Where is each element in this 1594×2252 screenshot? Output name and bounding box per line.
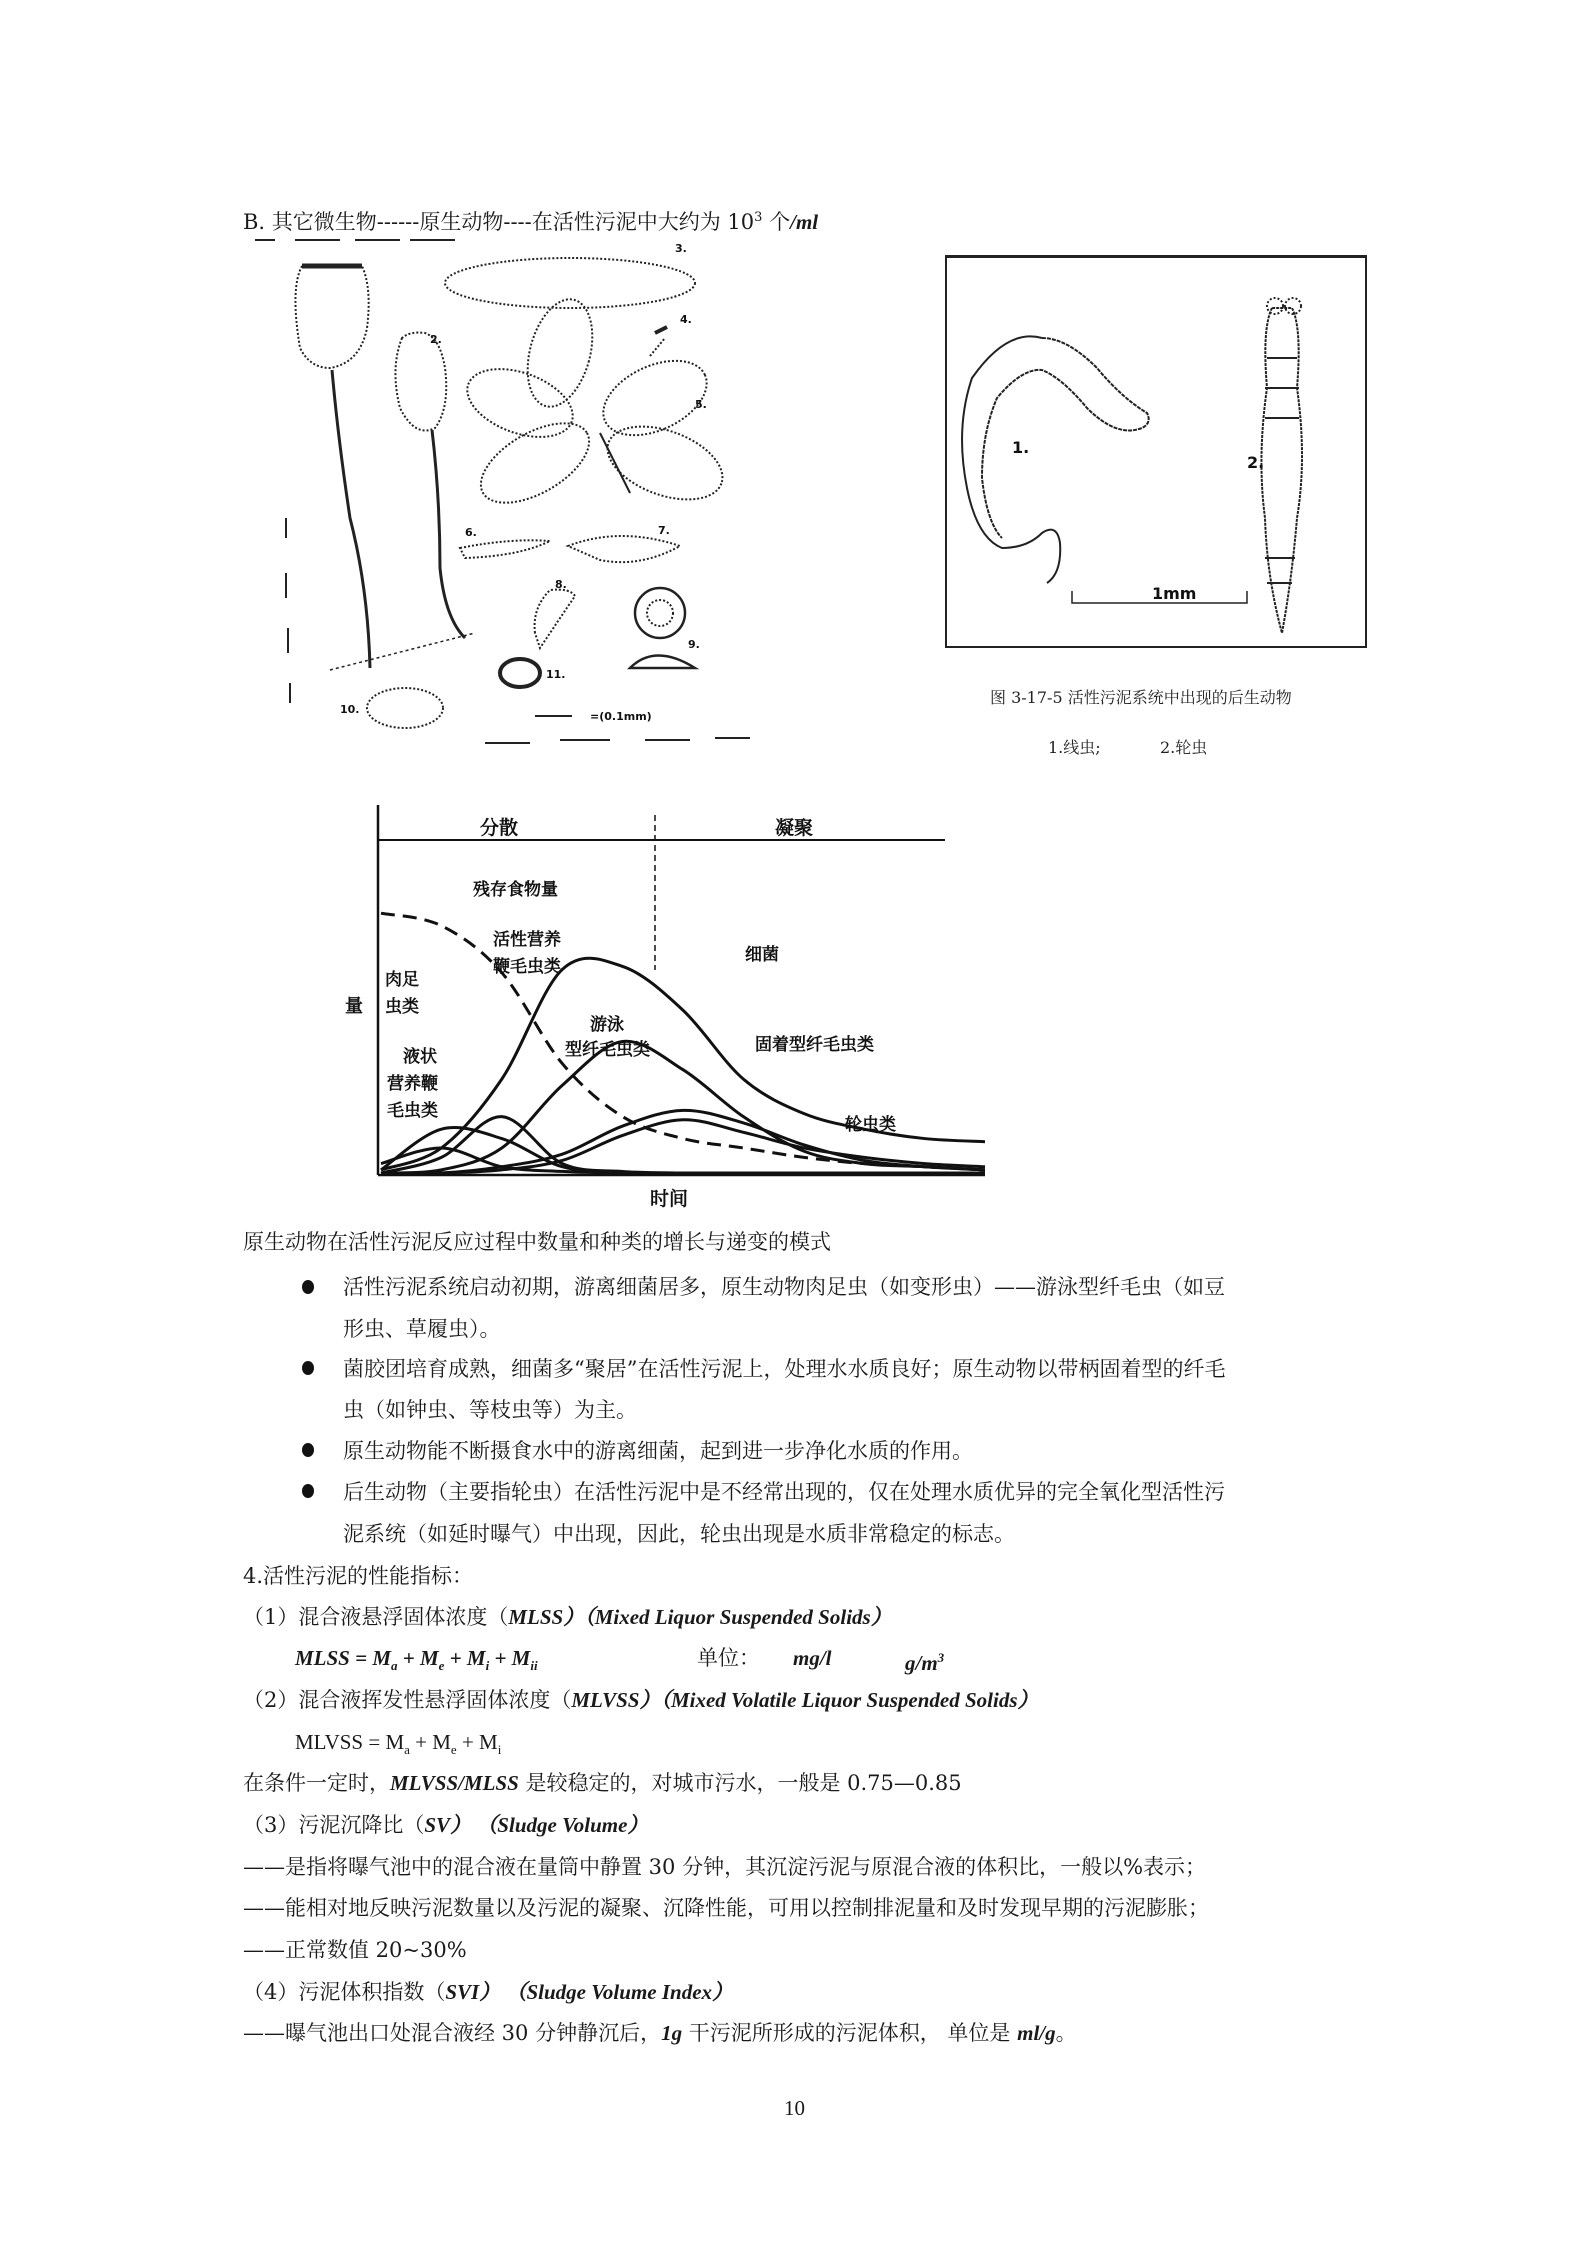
organism-5 xyxy=(517,292,603,414)
label-11: 11. xyxy=(546,668,566,681)
sv-line-2: ——能相对地反映污泥数量以及污泥的凝聚、沉降性能，可用以控制排泥量和及时发现早期的污泥膨胀； xyxy=(243,1896,1209,1920)
series-label-swim-2: 型纤毛虫类 xyxy=(565,1040,650,1060)
series-label-sessile: 固着型纤毛虫类 xyxy=(755,1035,874,1055)
svi-1g: 1g xyxy=(661,2021,683,2045)
series-label-sarcodina-2: 虫类 xyxy=(385,997,419,1017)
formula-sub: e xyxy=(438,1658,445,1674)
bullet-2-line-1: 菌胶团培育成熟，细菌多“聚居”在活性污泥上，处理水水质良好；原生动物以带柄固着型的纤毛 xyxy=(343,1357,1226,1381)
rotifer-body xyxy=(1261,308,1302,633)
header-exponent: 3 xyxy=(754,210,763,225)
section-4-title: 4.活性污泥的性能指标： xyxy=(243,1564,474,1588)
mlvss-heading-en: ）（Mixed Volatile Liquor Suspended Solids） xyxy=(639,1688,1039,1712)
sv-heading-cn: （3）污泥沉降比（ xyxy=(243,1813,425,1837)
succession-chart xyxy=(345,800,1025,1220)
mlvss-formula xyxy=(295,1728,501,1764)
metazoa-legend-1: 1.线虫; xyxy=(1048,738,1101,757)
svi-line xyxy=(243,2019,1077,2047)
mlss-formula xyxy=(295,1644,538,1680)
svi-unit: ml/g xyxy=(1017,2021,1056,2045)
unit-label: 单位： xyxy=(697,1646,760,1670)
protozoa-drawing xyxy=(250,238,770,768)
formula-sub: e xyxy=(450,1742,457,1758)
formula-term: MLSS = M xyxy=(295,1646,391,1670)
series-label-bacteria: 细菌 xyxy=(745,945,779,965)
organism-1 xyxy=(295,266,368,368)
label-10: 10. xyxy=(340,703,360,716)
formula-sub: ii xyxy=(530,1658,538,1674)
phase-flocculate: 凝聚 xyxy=(775,817,814,839)
formula-sub: a xyxy=(404,1742,410,1758)
nematode-body xyxy=(962,336,1060,583)
page-number: 10 xyxy=(784,2096,805,2120)
protozoa-illustration xyxy=(250,238,770,768)
formula-term: + M xyxy=(489,1646,531,1670)
section-header xyxy=(243,204,818,236)
sv-heading-en: ） （Sludge Volume） xyxy=(450,1813,649,1837)
unit-exponent: 3 xyxy=(937,1650,945,1665)
organism-6 xyxy=(460,540,550,558)
series-label-swim-1: 游泳 xyxy=(590,1015,624,1035)
unit-g-per-m: g/m xyxy=(905,1651,938,1675)
label-9: 9. xyxy=(688,638,700,651)
series-label-flag-liquid-3: 毛虫类 xyxy=(387,1101,438,1121)
metazoa-drawing xyxy=(947,258,1365,646)
organism-9 xyxy=(635,588,685,638)
ratio-abbr: MLVSS/MLSS xyxy=(390,1771,519,1795)
bullet-1-line-1: 活性污泥系统启动初期，游离细菌居多，原生动物肉足虫（如变形虫）——游泳型纤毛虫（如豆 xyxy=(343,1275,1225,1299)
ratio-line xyxy=(243,1769,962,1797)
label-4: 4. xyxy=(680,313,692,326)
bullet-4-line-2: 泥系统（如延时曝气）中出现，因此，轮虫出现是水质非常稳定的标志。 xyxy=(343,1522,1015,1546)
scale-label: =(0.1mm) xyxy=(590,710,652,723)
ratio-post: 是较稳定的，对城市污水，一般是 0.75—0.85 xyxy=(518,1771,962,1795)
bullet-dot xyxy=(302,1280,314,1294)
series-label-flag-active-1: 活性营养 xyxy=(493,930,561,950)
chart-caption: 原生动物在活性污泥反应过程中数量和种类的增长与递变的模式 xyxy=(243,1230,831,1254)
sv-line-3: ——正常数值 20~30% xyxy=(243,1938,467,1962)
mlvss-heading xyxy=(243,1686,1039,1714)
svi-heading-en: ） （Sludge Volume Index） xyxy=(479,1980,734,2004)
bullet-2-line-2: 虫（如钟虫、等枝虫等）为主。 xyxy=(343,1398,637,1422)
formula-term: + M xyxy=(444,1646,486,1670)
x-axis-label: 时间 xyxy=(650,1188,689,1210)
label-6: 6. xyxy=(465,526,477,539)
mlss-heading xyxy=(243,1603,892,1631)
organism-8 xyxy=(535,590,575,648)
series-label-food: 残存食物量 xyxy=(473,880,558,900)
svi-line-pre: ——曝气池出口处混合液经 30 分钟静沉后， xyxy=(243,2021,662,2045)
svi-line-mid: 干污泥所形成的污泥体积， 单位是 xyxy=(682,2021,1018,2045)
bullet-dot xyxy=(302,1361,314,1375)
svi-heading xyxy=(243,1978,733,2006)
mlss-heading-en: ）（Mixed Liquor Suspended Solids） xyxy=(563,1605,892,1629)
sv-line-1: ——是指将曝气池中的混合液在量筒中静置 30 分钟，其沉淀污泥与原混合液的体积比，一般以%表示； xyxy=(243,1855,1207,1879)
mlvss-heading-cn: （2）混合液挥发性悬浮固体浓度（ xyxy=(243,1688,572,1712)
mlss-abbr: MLSS xyxy=(508,1605,564,1629)
svi-abbr: SVI xyxy=(445,1980,480,2004)
bullet-3-line-1: 原生动物能不断摄食水中的游离细菌，起到进一步净化水质的作用。 xyxy=(343,1439,973,1463)
svi-heading-cn: （4）污泥体积指数（ xyxy=(243,1980,446,2004)
label-8: 8. xyxy=(555,578,567,591)
series-line-4 xyxy=(381,958,985,1170)
nematode-label: 1. xyxy=(1012,438,1030,457)
formula-sub: i xyxy=(485,1658,490,1674)
organism-7 xyxy=(568,536,680,562)
metazoa-figure-box xyxy=(945,255,1367,648)
sv-abbr: SV xyxy=(424,1813,451,1837)
bullet-4-line-1: 后生动物（主要指轮虫）在活性污泥中是不经常出现的，仅在处理水质优异的完全氧化型活性污 xyxy=(343,1480,1225,1504)
label-5: 5. xyxy=(695,398,707,411)
formula-term: MLVSS = M xyxy=(295,1730,405,1754)
series-label-sarcodina-1: 肉足 xyxy=(385,970,419,990)
header-text: B. 其它微生物------原生动物----在活性污泥中大约为 10 xyxy=(243,210,755,234)
bullet-dot xyxy=(302,1443,314,1457)
series-label-flag-liquid-2: 营养鞭 xyxy=(387,1074,438,1094)
unit-mg-per-l: mg/l xyxy=(793,1646,832,1670)
formula-term: + M xyxy=(409,1730,451,1754)
metazoa-legend-2: 2.轮虫 xyxy=(1160,738,1208,757)
organism-10 xyxy=(367,688,443,728)
svi-line-end: 。 xyxy=(1055,2021,1077,2045)
mlss-heading-cn: （1）混合液悬浮固体浓度（ xyxy=(243,1605,509,1629)
ratio-pre: 在条件一定时， xyxy=(243,1771,390,1795)
organism-11 xyxy=(500,659,540,687)
organism-4 xyxy=(655,327,667,333)
organism-3 xyxy=(445,258,695,308)
label-3: 3. xyxy=(675,242,687,255)
bullet-dot xyxy=(302,1484,314,1498)
series-label-flag-liquid-1: 液状 xyxy=(403,1047,437,1067)
unit-g-per-m3 xyxy=(905,1644,944,1677)
label-2: 2. xyxy=(430,333,442,346)
sv-heading xyxy=(243,1811,648,1839)
formula-term: + M xyxy=(397,1646,439,1670)
phase-disperse: 分散 xyxy=(480,817,519,839)
series-label-flag-active-2: 鞭毛虫类 xyxy=(493,957,561,977)
formula-sub: i xyxy=(497,1742,502,1758)
series-line-5 xyxy=(381,1041,985,1173)
y-axis-label: 量 xyxy=(345,996,363,1017)
organism-2 xyxy=(395,333,446,431)
formula-sub: a xyxy=(391,1658,398,1674)
mlvss-abbr: MLVSS xyxy=(571,1688,640,1712)
scale-label: 1mm xyxy=(1152,584,1197,603)
rotifer-label: 2. xyxy=(1247,453,1265,472)
series-label-rotifer: 轮虫类 xyxy=(845,1115,896,1135)
header-unit: /ml xyxy=(790,210,819,234)
header-unit-cn: 个 xyxy=(762,210,791,234)
chart-svg xyxy=(345,800,1025,1220)
formula-term: + M xyxy=(456,1730,498,1754)
metazoa-caption: 图 3-17-5 活性污泥系统中出现的后生动物 xyxy=(990,688,1292,707)
bullet-1-line-2: 形虫、草履虫）。 xyxy=(343,1317,501,1341)
label-7: 7. xyxy=(658,524,670,537)
